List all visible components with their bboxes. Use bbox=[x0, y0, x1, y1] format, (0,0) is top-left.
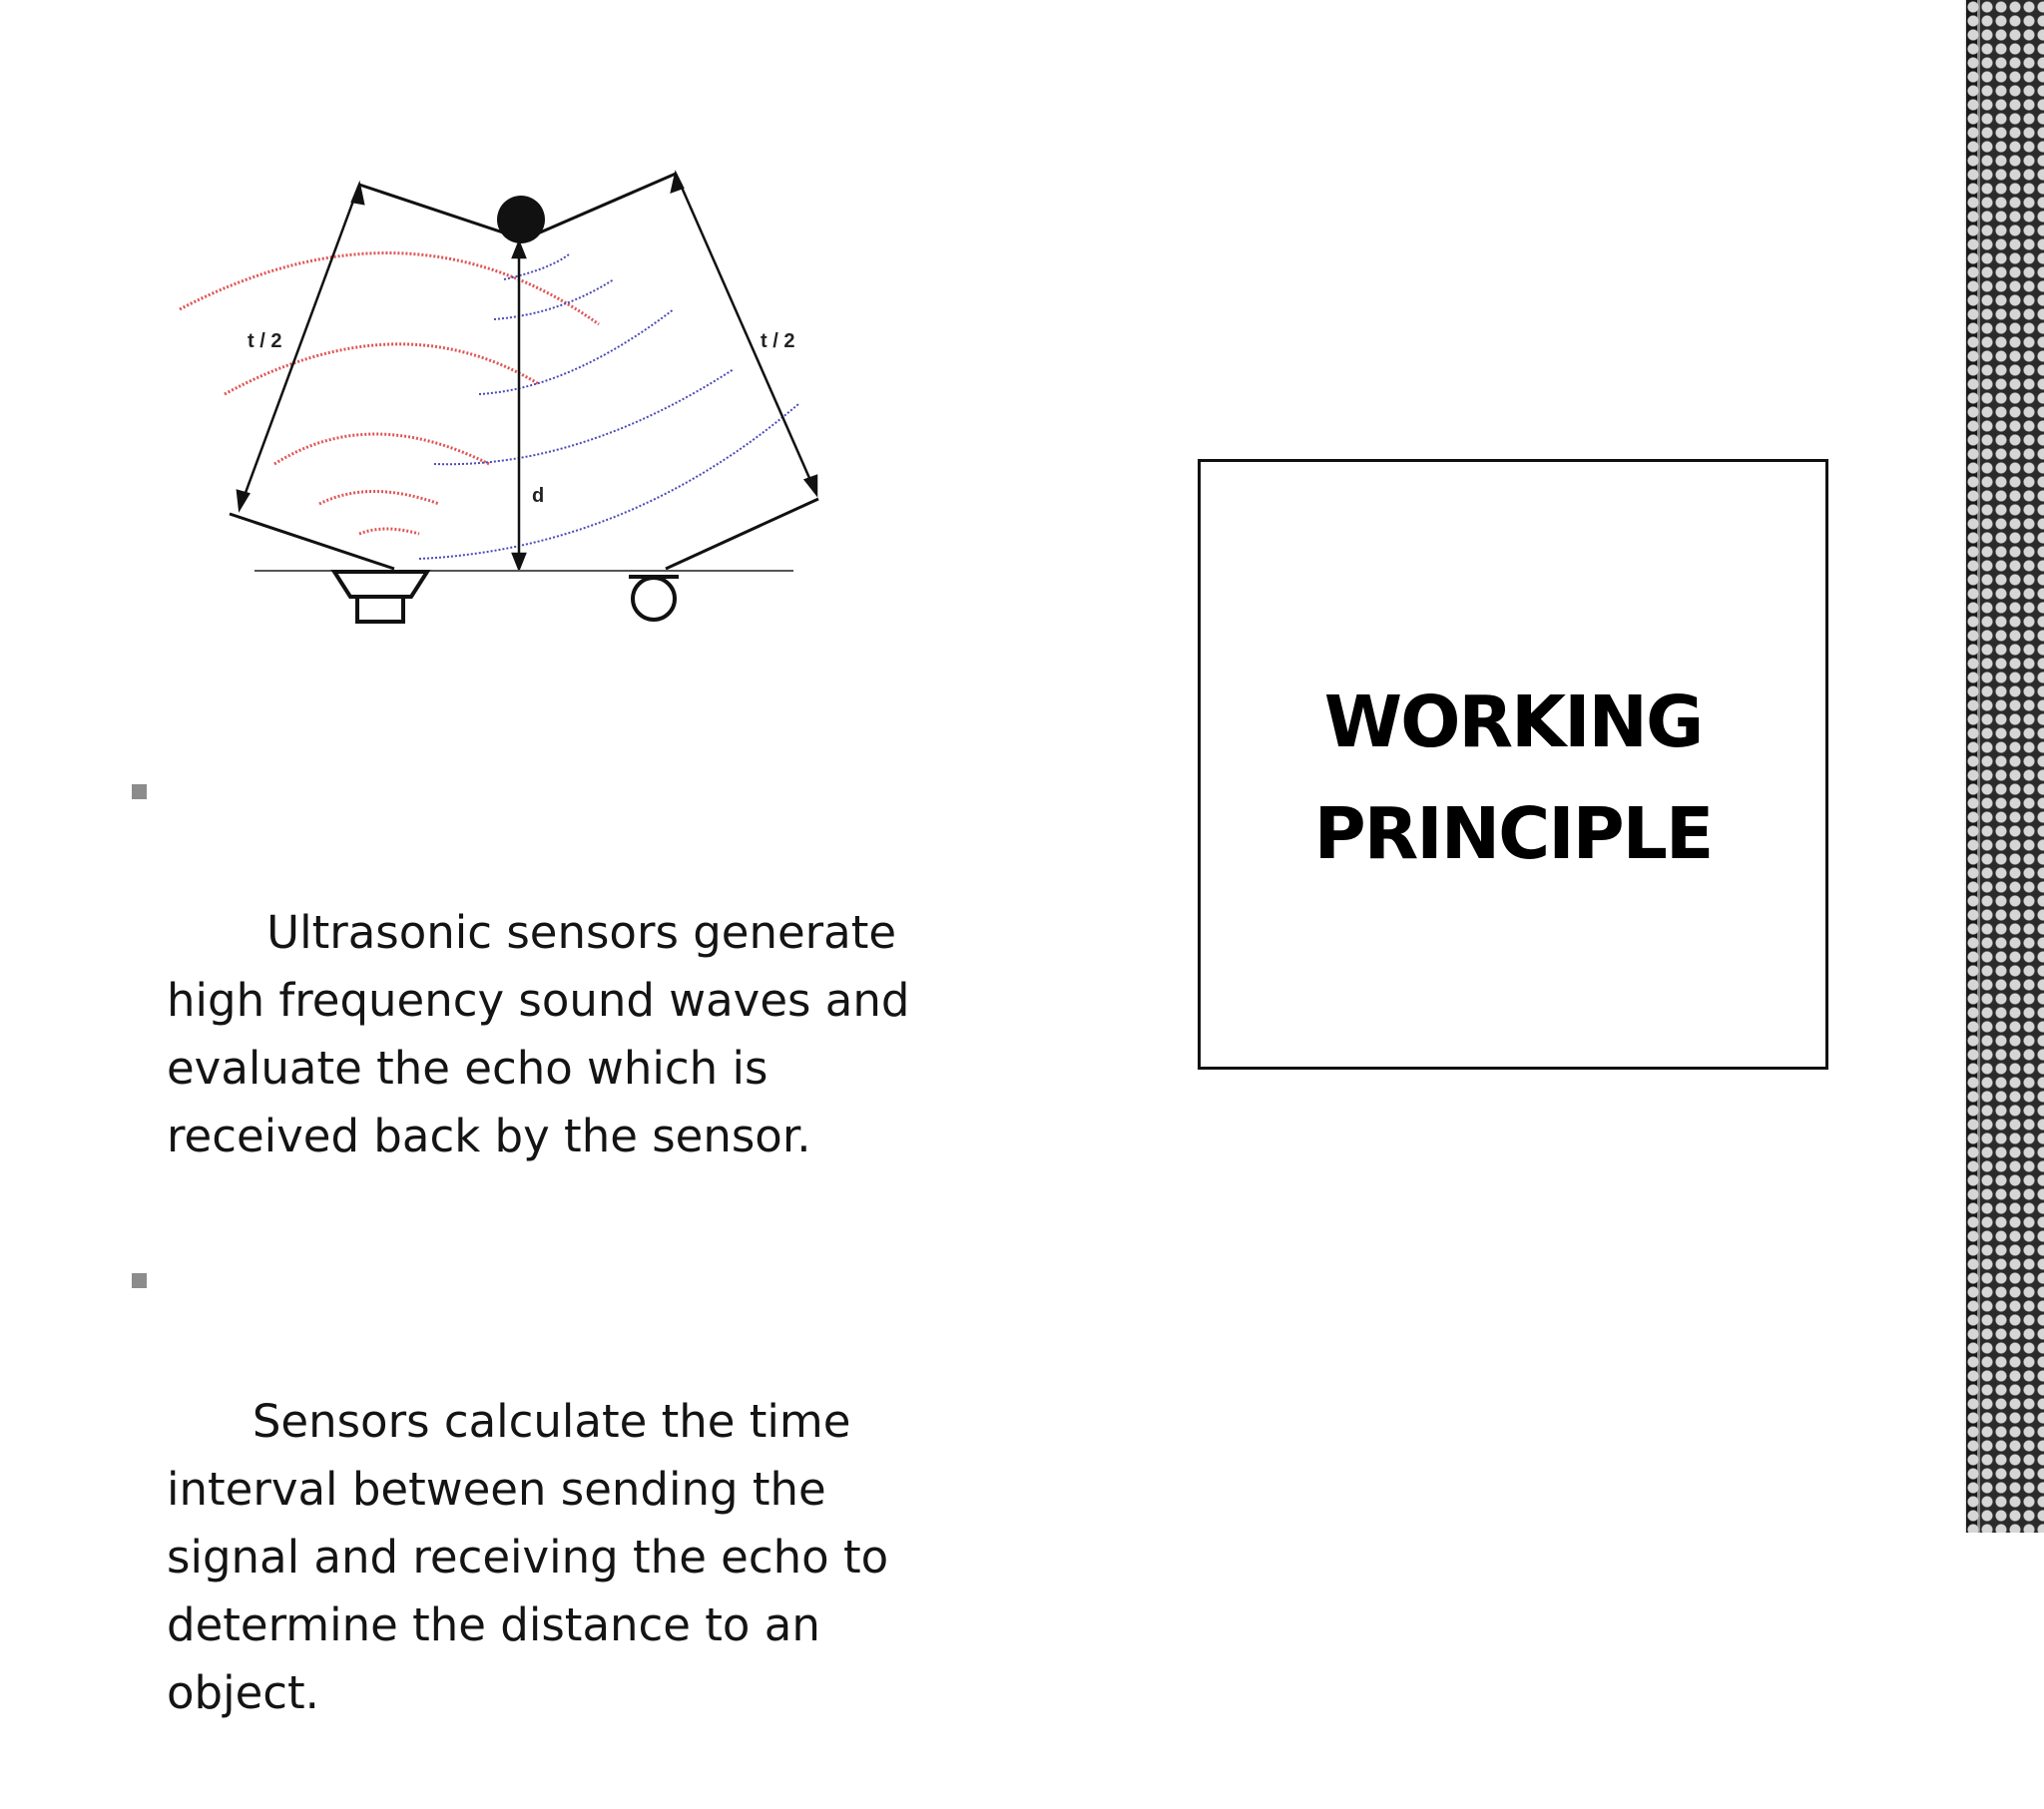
bullet-marker bbox=[132, 784, 147, 799]
ultrasonic-diagram bbox=[160, 150, 838, 639]
right-time-label: t / 2 bbox=[761, 330, 795, 352]
left-time-label: t / 2 bbox=[248, 330, 282, 352]
bullet-text: Sensors calculate the time interval between sending the signal and receiving the echo to determine the distance to an object. bbox=[167, 1395, 903, 1719]
bullet-item bbox=[128, 1252, 926, 1795]
title-box bbox=[1198, 459, 1828, 1070]
echo-wave-arcs bbox=[419, 254, 798, 559]
object-ball bbox=[497, 196, 545, 243]
receiver-icon bbox=[629, 577, 679, 620]
transmitter-icon bbox=[334, 572, 427, 622]
bullet-text: Ultrasonic sensors generate high frequency sound waves and evaluate the echo which is received back by the sensor. bbox=[167, 906, 924, 1162]
distance-label: d bbox=[532, 485, 545, 507]
distance-arrow bbox=[513, 242, 525, 569]
title-line: WORKING bbox=[1323, 680, 1703, 763]
bullet-marker bbox=[132, 1273, 147, 1288]
decorative-border bbox=[1966, 0, 2044, 1533]
title-line: PRINCIPLE bbox=[1313, 792, 1713, 875]
slide-title bbox=[1201, 667, 1825, 890]
bullet-list bbox=[128, 763, 926, 1809]
bullet-item bbox=[128, 763, 926, 1238]
